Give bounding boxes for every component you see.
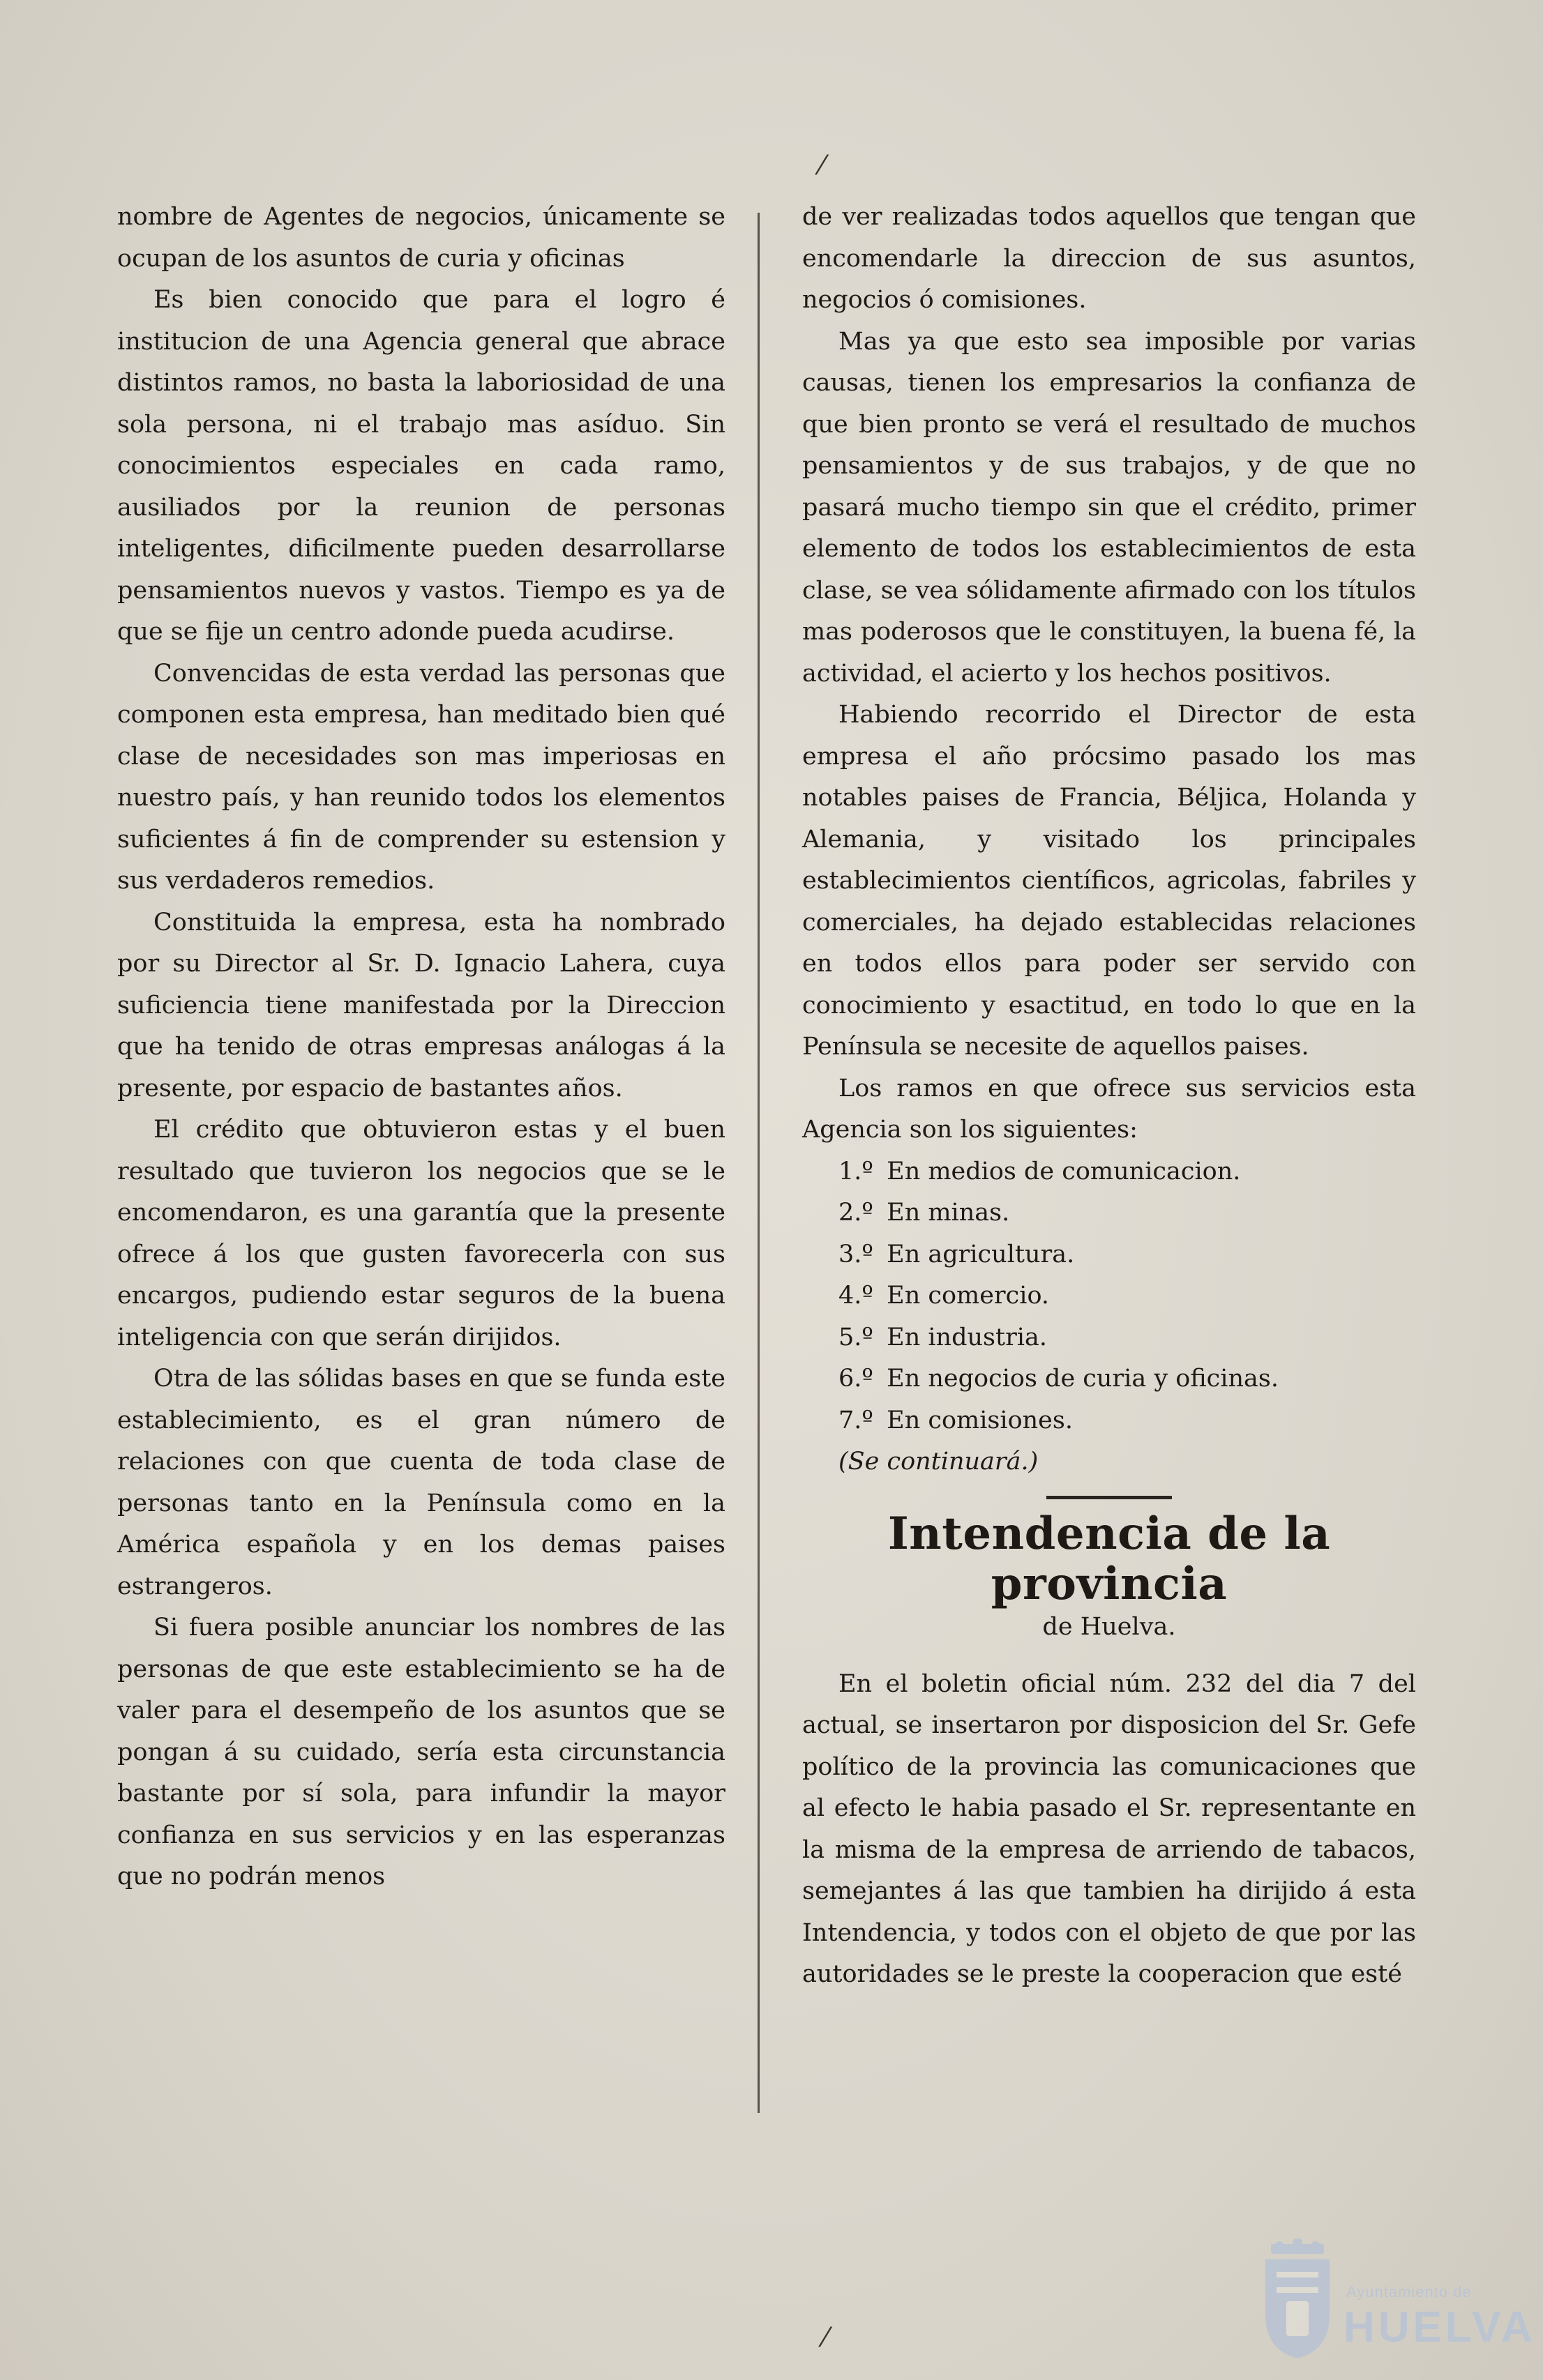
ink-mark: ⁄ — [820, 150, 825, 181]
column-divider — [758, 213, 760, 2113]
list-text: En comercio. — [887, 1282, 1050, 1310]
ink-mark: ⁄ — [823, 2322, 828, 2353]
paragraph-5: El crédito que obtuvieron estas y el buen resultado que tuvieron los negocios que se le encomendaron, es una garantía que la presente ofrece á los que gusten favorecerla con sus encargos, pudiendo estar seguros de la buena inteligencia con que serán dirijidos. — [117, 1116, 725, 1351]
list-item — [802, 1275, 1416, 1317]
paragraph-10: Habiendo recorrido el Director de esta empresa el año prócsimo pasado los mas notables paises de Francia, Béljica, Holanda y Alemania, y visitado los principales establecimientos científicos, agricolas, fabriles y comerciales, ha dejado establecidas relaciones en todos ellos para poder ser servido con conocimiento y esactitud, en todo lo que en la Península se necesite de aquellos paises. — [802, 701, 1416, 1061]
paragraph-9: Mas ya que esto sea imposible por varias causas, tienen los empresarios la confianza de que bien pronto se verá el resultado de muchos pensamientos y de sus trabajos, y de que no pasará mucho tiempo sin que el crédito, primer elemento de todos los establecimientos de esta clase, se vea sólidamente afirmado con los títulos mas poderosos que le constituyen, la buena fé, la actividad, el acierto y los hechos positivos. — [802, 327, 1416, 688]
paragraph-4: Constituida la empresa, esta ha nombrado por su Director al Sr. D. Ignacio Lahera, cuya suficiencia tiene manifestada por la Direccion que ha tenido de otras empresas análogas á la presente, por espacio de bastantes años. — [117, 908, 725, 1102]
section-subtitle: de Huelva. — [1042, 1612, 1176, 1641]
paragraph-6: Otra de las sólidas bases en que se funda este establecimiento, es el gran número de relaciones con que cuenta de toda clase de personas tanto en la Península como en la América española y en los demas paises estrangeros. — [117, 1365, 725, 1600]
list-text: En comisiones. — [887, 1406, 1073, 1434]
coat-of-arms-icon — [1256, 2238, 1339, 2360]
paragraph-1: nombre de Agentes de negocios, únicamente se ocupan de los asuntos de curia y oficinas — [117, 203, 725, 273]
list-number: 7.º — [838, 1406, 873, 1434]
list-item — [802, 1151, 1416, 1193]
services-list — [802, 1151, 1416, 1442]
list-number: 2.º — [838, 1199, 873, 1227]
list-item — [802, 1358, 1416, 1400]
list-item — [802, 1317, 1416, 1359]
continues-note: (Se continuará.) — [838, 1448, 1039, 1476]
list-text: En negocios de curia y oficinas. — [887, 1365, 1279, 1393]
list-number: 6.º — [838, 1365, 873, 1393]
list-item — [802, 1192, 1416, 1234]
section-paragraph: En el boletin oficial núm. 232 del dia 7 del actual, se insertaron por disposicion del Sr. Gefe político de la provincia las comunicaciones que al efecto le habia pasado el Sr. representante en la misma de la empresa de arriendo de tabacos, semejantes á las que tambien ha dirijido á esta Intendencia, y todos con el objeto de que por las autoridades se le preste la cooperacion que esté — [802, 1669, 1416, 1988]
left-column — [117, 197, 725, 1898]
paragraph-2: Es bien conocido que para el logro é institucion de una Agencia general que abrace distintos ramos, no basta la laboriosidad de una sola persona, ni el trabajo mas asíduo. Sin conocimientos especiales en cada ramo, ausiliados por la reunion de personas inteligentes, dificilmente pueden desarrollarse pensamientos nuevos y vastos. Tiempo es ya de que se fije un centro adonde pueda acudirse. — [117, 286, 725, 646]
section-title: Intendencia de la provincia — [887, 1507, 1331, 1610]
list-text: En minas. — [887, 1199, 1010, 1227]
list-text: En agricultura. — [887, 1240, 1075, 1268]
paragraph-11: Los ramos en que ofrece sus servicios esta Agencia son los siguientes: — [802, 1074, 1416, 1144]
watermark-big-text: HUELVA — [1343, 2303, 1536, 2351]
list-number: 3.º — [838, 1240, 873, 1268]
list-item — [802, 1400, 1416, 1442]
paragraph-8: de ver realizadas todos aquellos que tengan que encomendarle la direccion de sus asuntos, negocios ó comisiones. — [802, 203, 1416, 314]
watermark-logo — [1256, 2238, 1535, 2371]
list-text: En medios de comunicacion. — [887, 1157, 1241, 1185]
watermark-small-text: Ayuntamiento de — [1346, 2283, 1472, 2301]
list-number: 1.º — [838, 1157, 873, 1185]
list-item — [802, 1234, 1416, 1276]
list-text: En industria. — [887, 1323, 1047, 1351]
list-number: 4.º — [838, 1282, 873, 1310]
list-number: 5.º — [838, 1323, 873, 1351]
paragraph-3: Convencidas de esta verdad las personas que componen esta empresa, han meditado bien qué clase de necesidades son mas imperiosas en nuestro país, y han reunido todos los elementos suficientes á fin de comprender su estension y sus verdaderos remedios. — [117, 659, 725, 895]
section-rule — [1046, 1496, 1172, 1499]
paragraph-7: Si fuera posible anunciar los nombres de las personas de que este establecimiento se ha de valer para el desempeño de los asuntos que se pongan á su cuidado, sería esta circunstancia bastante por sí sola, para infundir la mayor confianza en sus servicios y en las esperanzas que no podrán menos — [117, 1614, 725, 1890]
right-column — [802, 197, 1416, 1996]
